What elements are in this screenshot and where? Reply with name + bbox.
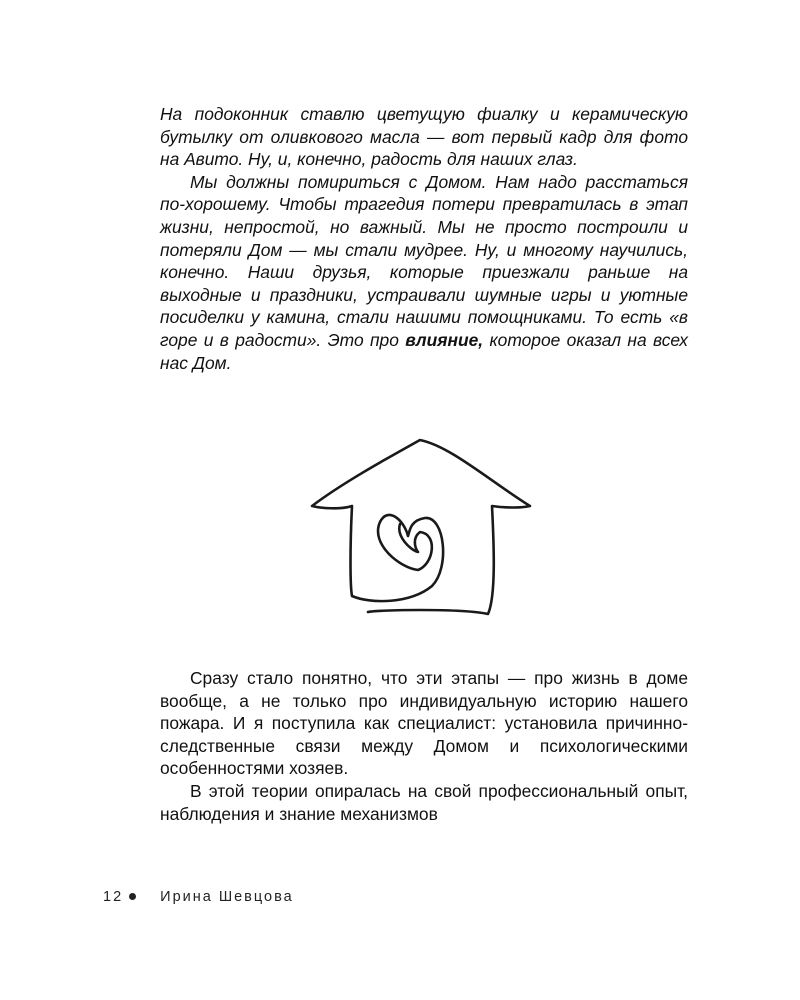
paragraph-make-peace (160, 171, 688, 374)
author-name: Ирина Шевцова (160, 889, 294, 905)
paragraph-make-peace-end: которое оказал на всех нас Дом. (160, 329, 688, 373)
italic-text-block (160, 103, 688, 374)
regular-text-block (160, 667, 688, 825)
paragraph-stages: Сразу стало понятно, что эти этапы — про жизнь в доме вообще, а не только про индивидуальную историю нашего пожара. И я поступила как специалист: установила причинно-следственные связи между Домом и психологическими особенностями хозяев. (160, 668, 688, 779)
paragraph-make-peace-text: Мы должны помириться с Домом. Нам надо расстаться по-хорошему. Чтобы трагедия потери превратилась в этап жизни, непростой, но важный. Мы не просто построили и потеряли Дом — мы стали мудрее. Ну, и многому научились, конечно. Наши друзья, которые приезжали раньше на выходные и праздники, устраивали шумные игры и уютные посиделки у камина, стали нашими помощниками. То есть «в горе и в радости». Это про (160, 171, 688, 350)
paragraph-windowsill: На подоконник ставлю цветущую фиалку и керамическую бутылку от оливкового масла — вот первый кадр для фото на Авито. Ну, и, конечно, радость для наших глаз. (160, 104, 688, 170)
bullet-dot-icon (129, 893, 136, 900)
house-with-heart-line-icon (300, 436, 540, 626)
paragraph-theory: В этой теории опиралась на свой профессиональный опыт, наблюдения и знание механизмов (160, 780, 688, 824)
page-footer (103, 889, 294, 905)
emphasis-influence: влияние, (405, 329, 484, 350)
page-number: 12 (103, 889, 124, 905)
